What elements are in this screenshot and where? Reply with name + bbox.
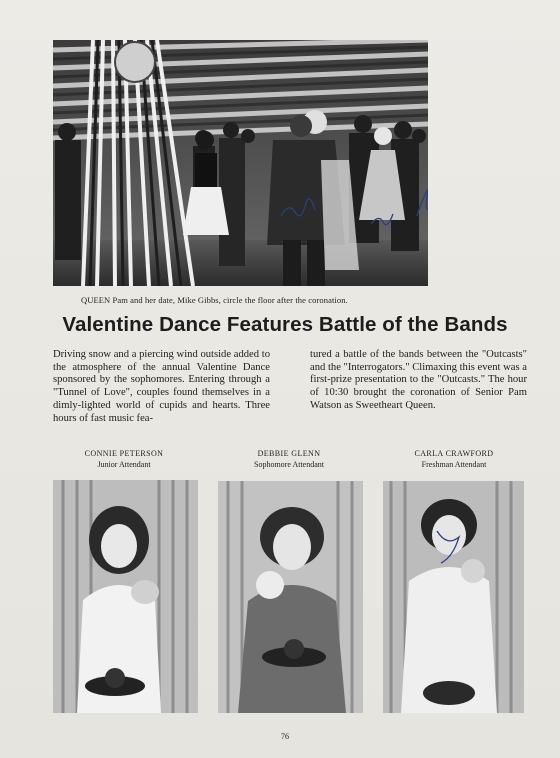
main-photo-caption: QUEEN Pam and her date, Mike Gibbs, circle the floor after the coronation. — [81, 295, 348, 305]
article-column-2: tured a battle of the bands between the "Outcasts" and the "Interrogators." Climaxing this event was a first-prize presentation to the "Outcasts." The hour of 10:30 brought the coronation of Senior Pam Watson as Sweetheart Queen. — [310, 349, 527, 411]
attendant-1-name: CONNIE PETERSON — [84, 449, 164, 458]
attendant-1-title: Junior Attendant — [97, 460, 151, 469]
attendant-2-title: Sophomore Attendant — [254, 460, 324, 469]
article-column-1: Driving snow and a piercing wind outside added to the atmosphere of the annual Valentine Dance sponsored by the sophomores. Entering through a "Tunnel of Love", couples found themselves in a dimly-lighted world of cupids and hearts. Three hours of fast music fea- — [53, 349, 270, 424]
dance-floor-photo — [53, 40, 428, 286]
page-number: 76 — [281, 732, 289, 741]
attendant-1-photo — [53, 480, 198, 713]
attendant-3-title: Freshman Attendant — [421, 460, 487, 469]
attendant-2-name: DEBBIE GLENN — [257, 449, 321, 458]
attendant-3-photo — [383, 481, 524, 713]
attendant-3-name: CARLA CRAWFORD — [414, 449, 494, 458]
attendant-2-photo — [218, 481, 363, 713]
article-headline: Valentine Dance Features Battle of the Bands — [62, 313, 508, 336]
